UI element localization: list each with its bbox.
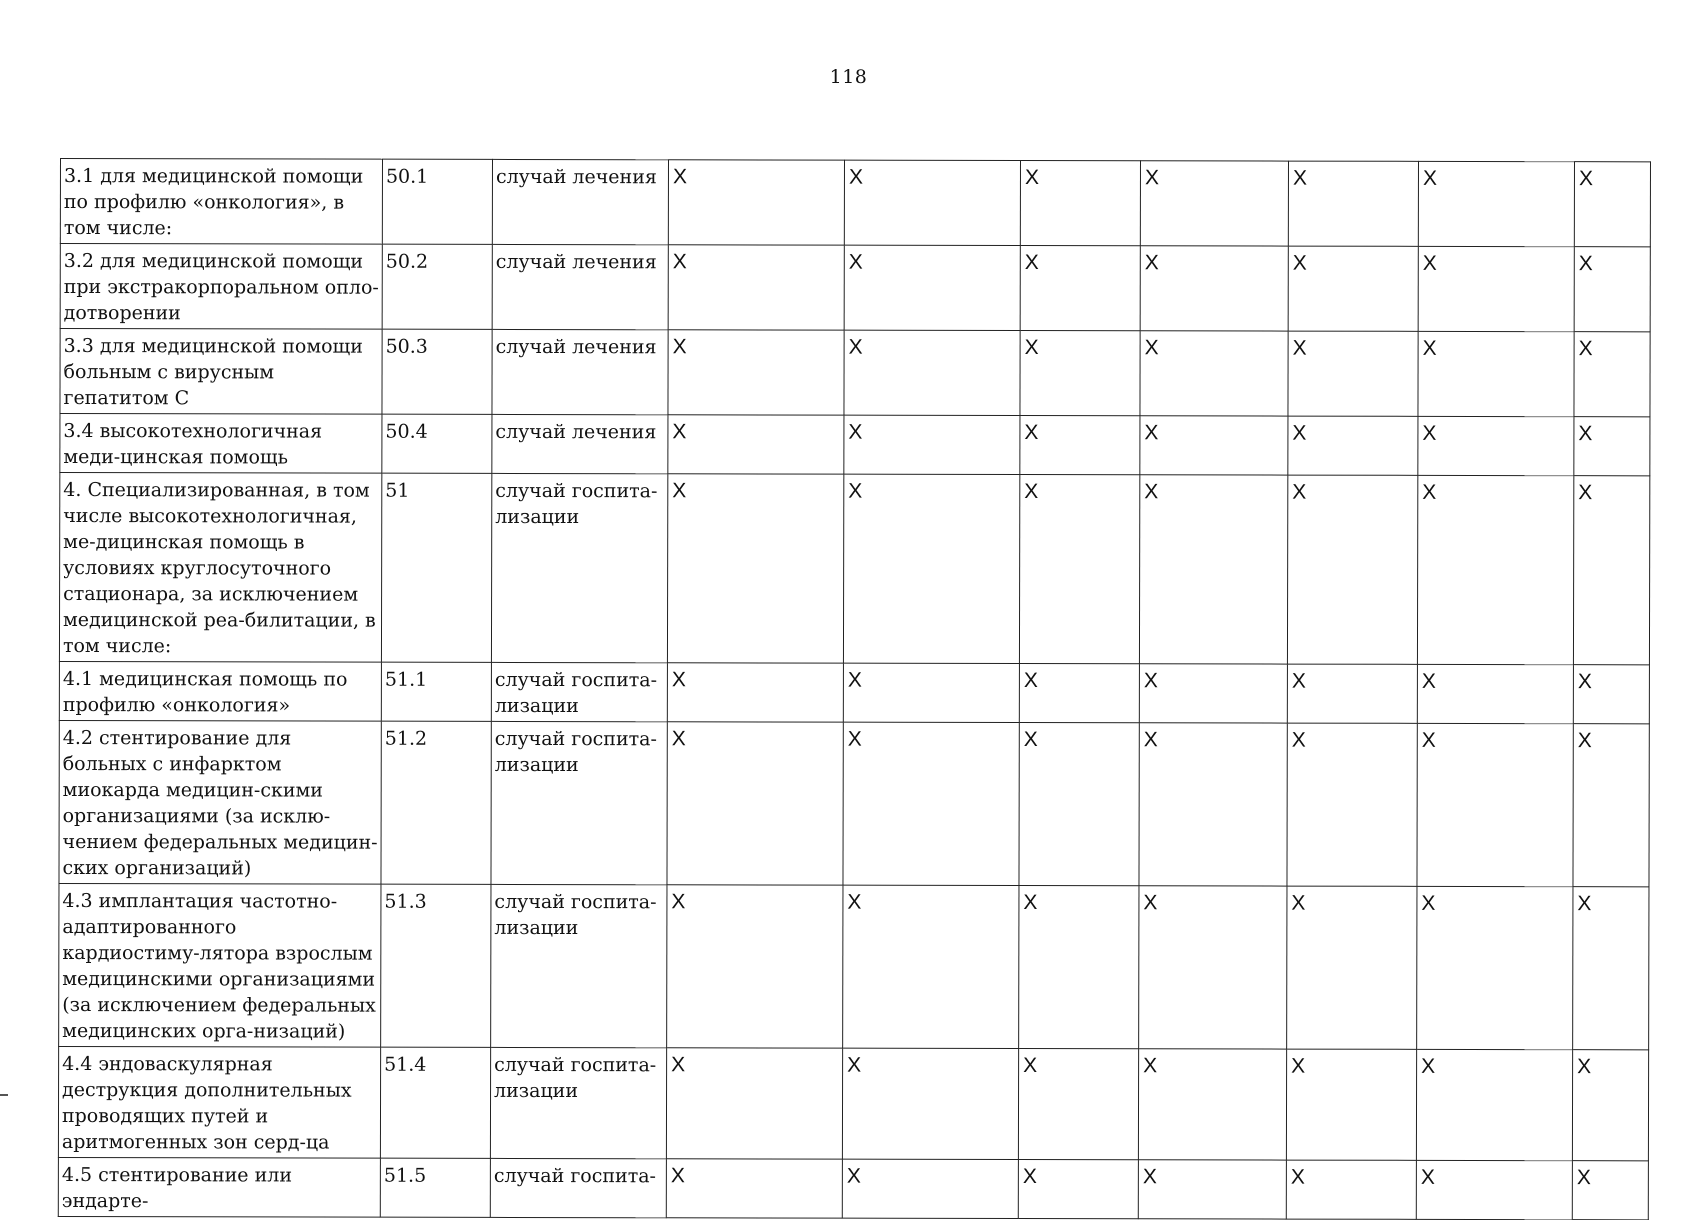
page-number: 118 bbox=[829, 66, 868, 88]
x-mark-cell: X bbox=[1019, 475, 1139, 664]
x-mark-cell: X bbox=[1418, 161, 1574, 246]
row-code-cell: 51.3 bbox=[381, 884, 491, 1047]
x-mark-cell: X bbox=[843, 885, 1019, 1048]
x-mark-cell: X bbox=[1574, 332, 1650, 417]
row-unit-cell: случай госпита-лизации bbox=[491, 884, 667, 1047]
x-mark-cell: X bbox=[1288, 416, 1418, 475]
row-code-cell: 50.1 bbox=[382, 159, 492, 244]
x-mark-cell: X bbox=[1573, 476, 1649, 665]
x-mark-cell: X bbox=[1018, 1160, 1138, 1219]
table-row bbox=[60, 329, 1650, 417]
table-row bbox=[59, 720, 1649, 886]
x-mark-cell: X bbox=[1020, 331, 1140, 416]
row-unit-cell: случай госпита-лизации bbox=[491, 662, 667, 721]
row-name-cell: 4.5 стентирование или эндарте- bbox=[58, 1157, 380, 1217]
row-code-cell: 50.4 bbox=[382, 414, 492, 473]
x-mark-cell: X bbox=[1574, 247, 1650, 332]
row-unit-cell: случай лечения bbox=[492, 244, 668, 329]
x-mark-cell: X bbox=[1573, 665, 1649, 724]
x-mark-cell: X bbox=[667, 663, 843, 722]
row-name-cell: 3.2 для медицинской помощи при экстракорпоральном опло-дотворении bbox=[60, 244, 382, 330]
row-unit-cell: случай госпита- bbox=[490, 1158, 666, 1217]
x-mark-cell: X bbox=[1140, 331, 1288, 416]
x-mark-cell: X bbox=[1287, 723, 1417, 886]
table-row bbox=[59, 473, 1649, 665]
row-code-cell: 51.5 bbox=[380, 1158, 490, 1217]
x-mark-cell: X bbox=[1139, 664, 1287, 723]
x-mark-cell: X bbox=[1574, 417, 1650, 476]
x-mark-cell: X bbox=[667, 722, 843, 885]
row-code-cell: 51.4 bbox=[380, 1047, 490, 1158]
row-unit-cell: случай лечения bbox=[492, 329, 668, 414]
x-mark-cell: X bbox=[1140, 246, 1288, 331]
x-mark-cell: X bbox=[1572, 1161, 1648, 1220]
table-row bbox=[60, 414, 1650, 476]
x-mark-cell: X bbox=[1139, 475, 1287, 664]
x-mark-cell: X bbox=[1416, 1049, 1572, 1160]
table-row bbox=[60, 244, 1650, 332]
row-unit-cell: случай лечения bbox=[492, 414, 668, 473]
row-name-cell: 4.2 стентирование для больных с инфарктом миокарда медицин-скими организациями (за исклю-чением федеральных медицин-ских организаций) bbox=[59, 720, 381, 884]
scan-edge-mark bbox=[0, 1094, 8, 1096]
x-mark-cell: X bbox=[844, 160, 1020, 245]
x-mark-cell: X bbox=[668, 160, 844, 245]
row-code-cell: 51 bbox=[381, 473, 491, 662]
x-mark-cell: X bbox=[1020, 416, 1140, 475]
x-mark-cell: X bbox=[844, 330, 1020, 415]
x-mark-cell: X bbox=[1020, 161, 1140, 246]
x-mark-cell: X bbox=[1139, 886, 1287, 1049]
x-mark-cell: X bbox=[1573, 724, 1649, 887]
row-name-cell: 3.4 высокотехнологичная меди-цинская помощь bbox=[60, 414, 382, 474]
row-code-cell: 51.1 bbox=[381, 662, 491, 721]
x-mark-cell: X bbox=[1288, 331, 1418, 416]
row-unit-cell: случай лечения bbox=[492, 159, 668, 244]
x-mark-cell: X bbox=[842, 1159, 1018, 1218]
x-mark-cell: X bbox=[1019, 723, 1139, 886]
x-mark-cell: X bbox=[843, 474, 1019, 663]
table-row bbox=[58, 1046, 1648, 1160]
x-mark-cell: X bbox=[1572, 1050, 1648, 1161]
x-mark-cell: X bbox=[843, 722, 1019, 885]
x-mark-cell: X bbox=[668, 415, 844, 474]
row-code-cell: 51.2 bbox=[381, 721, 491, 884]
x-mark-cell: X bbox=[1140, 161, 1288, 246]
x-mark-cell: X bbox=[667, 474, 843, 663]
row-unit-cell: случай госпита-лизации bbox=[490, 1047, 666, 1158]
x-mark-cell: X bbox=[1287, 886, 1417, 1049]
x-mark-cell: X bbox=[1288, 161, 1418, 246]
x-mark-cell: X bbox=[1418, 416, 1574, 475]
x-mark-cell: X bbox=[1417, 723, 1573, 886]
x-mark-cell: X bbox=[1417, 886, 1573, 1049]
indicator-table bbox=[58, 158, 1651, 1220]
x-mark-cell: X bbox=[1287, 664, 1417, 723]
row-name-cell: 4.1 медицинская помощь по профилю «онкология» bbox=[59, 661, 381, 721]
x-mark-cell: X bbox=[1138, 1049, 1286, 1160]
x-mark-cell: X bbox=[1140, 416, 1288, 475]
table-body bbox=[58, 159, 1650, 1220]
x-mark-cell: X bbox=[1288, 246, 1418, 331]
x-mark-cell: X bbox=[1018, 1049, 1138, 1160]
x-mark-cell: X bbox=[1020, 246, 1140, 331]
x-mark-cell: X bbox=[1019, 886, 1139, 1049]
x-mark-cell: X bbox=[668, 245, 844, 330]
table-row bbox=[58, 1157, 1648, 1219]
x-mark-cell: X bbox=[1286, 1160, 1416, 1219]
x-mark-cell: X bbox=[1418, 246, 1574, 331]
table-row bbox=[59, 661, 1649, 723]
x-mark-cell: X bbox=[1417, 475, 1573, 664]
table-row bbox=[60, 159, 1650, 247]
row-unit-cell: случай госпита-лизации bbox=[491, 721, 667, 884]
x-mark-cell: X bbox=[1138, 1160, 1286, 1219]
row-name-cell: 4. Специализированная, в том числе высокотехнологичная, ме-дицинская помощь в условиях круглосуточного стационара, за исключением медицинской реа-билитации, в том числе: bbox=[59, 473, 381, 663]
row-name-cell: 4.3 имплантация частотно-адаптированного кардиостиму-лятора взрослым медицинскими организациями (за исключением федеральных медицинских орга-низаций) bbox=[59, 883, 381, 1047]
table-row bbox=[59, 883, 1649, 1049]
row-code-cell: 50.3 bbox=[382, 329, 492, 414]
x-mark-cell: X bbox=[1574, 162, 1650, 247]
x-mark-cell: X bbox=[1286, 1049, 1416, 1160]
row-name-cell: 3.1 для медицинской помощи по профилю «онкология», в том числе: bbox=[60, 159, 382, 245]
row-unit-cell: случай госпита-лизации bbox=[491, 473, 667, 662]
x-mark-cell: X bbox=[1418, 331, 1574, 416]
x-mark-cell: X bbox=[666, 1048, 842, 1159]
row-name-cell: 4.4 эндоваскулярная деструкция дополнительных проводящих путей и аритмогенных зон серд-ца bbox=[58, 1046, 380, 1158]
x-mark-cell: X bbox=[843, 663, 1019, 722]
x-mark-cell: X bbox=[667, 885, 843, 1048]
x-mark-cell: X bbox=[1573, 887, 1649, 1050]
x-mark-cell: X bbox=[666, 1159, 842, 1218]
x-mark-cell: X bbox=[1139, 723, 1287, 886]
row-name-cell: 3.3 для медицинской помощи больным с вирусным гепатитом С bbox=[60, 329, 382, 415]
x-mark-cell: X bbox=[844, 415, 1020, 474]
x-mark-cell: X bbox=[1417, 664, 1573, 723]
x-mark-cell: X bbox=[844, 245, 1020, 330]
x-mark-cell: X bbox=[1416, 1160, 1572, 1219]
row-code-cell: 50.2 bbox=[382, 244, 492, 329]
x-mark-cell: X bbox=[842, 1048, 1018, 1159]
x-mark-cell: X bbox=[1287, 475, 1417, 664]
x-mark-cell: X bbox=[668, 330, 844, 415]
x-mark-cell: X bbox=[1019, 664, 1139, 723]
